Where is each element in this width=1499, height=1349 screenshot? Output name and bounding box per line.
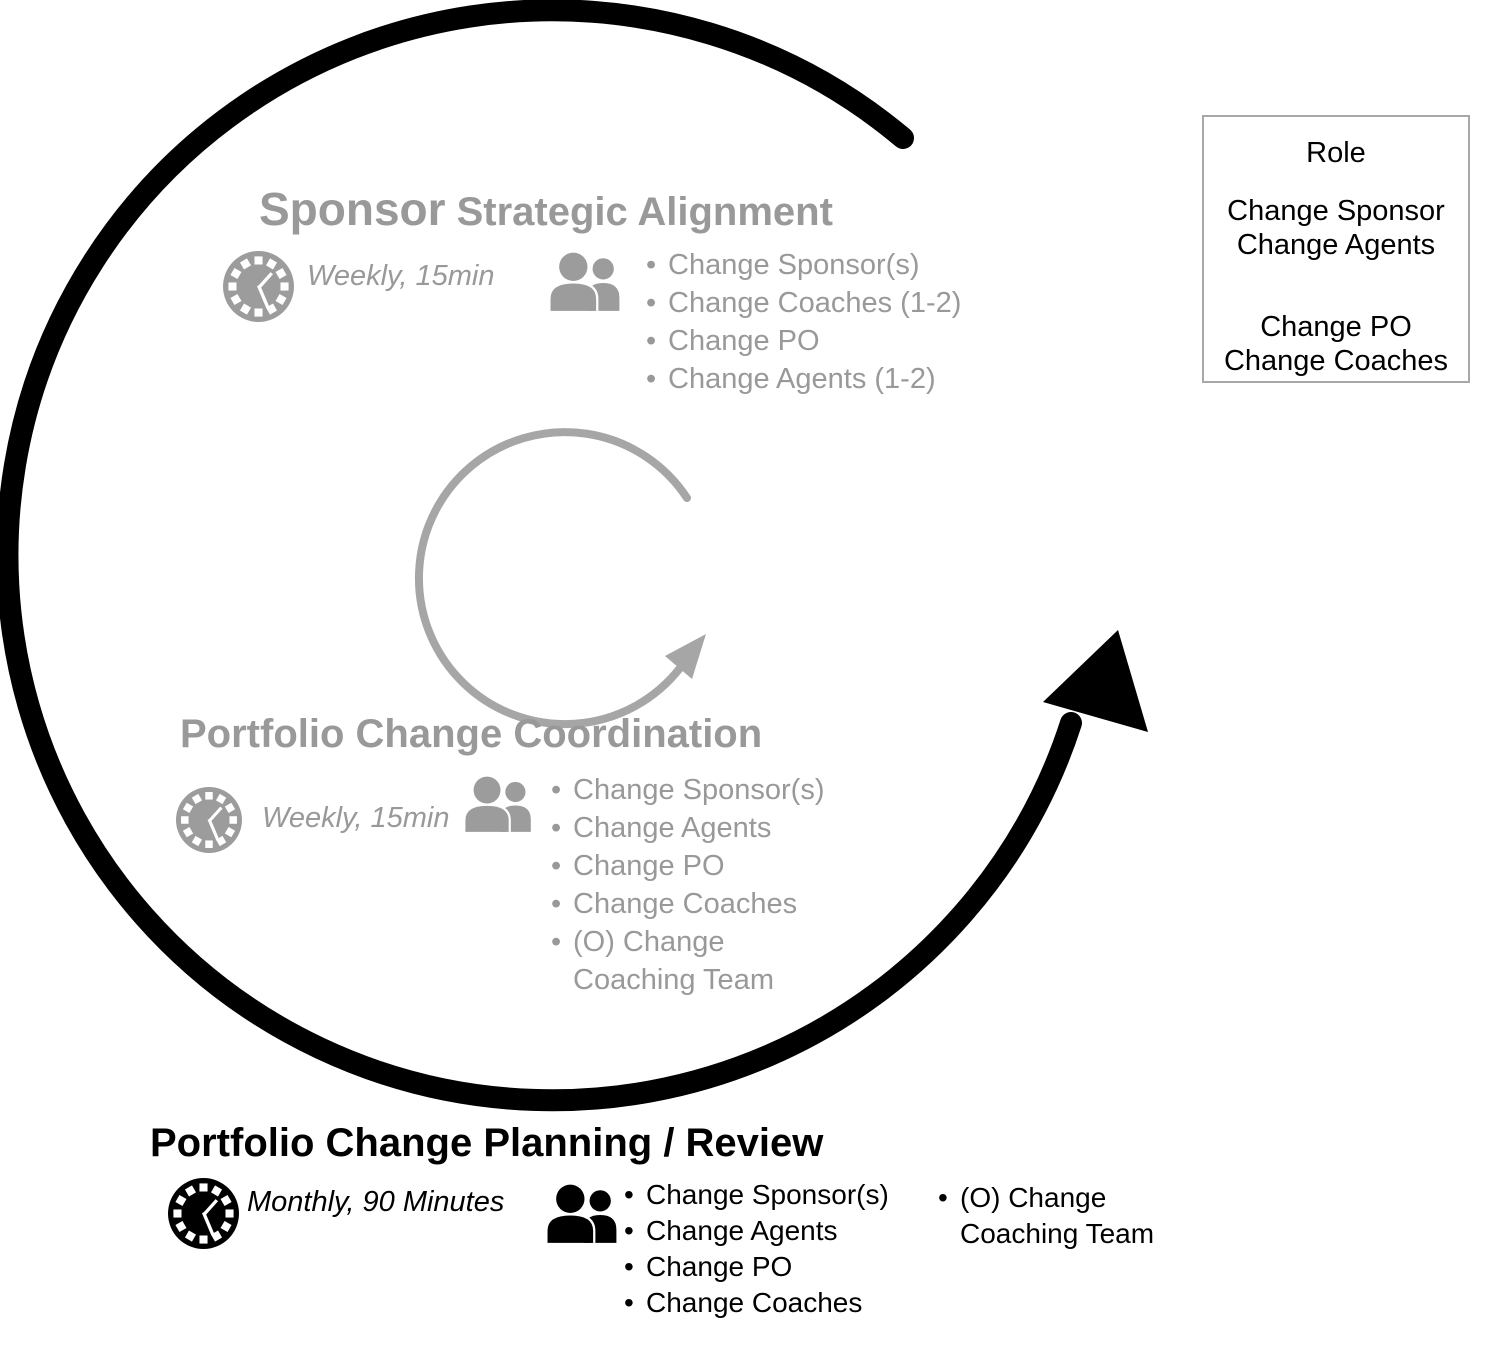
role-name: Change Sponsor [1227, 195, 1445, 227]
meeting-title [259, 184, 833, 235]
role-name: Change PO [1260, 311, 1412, 343]
attendee-item: • Change PO [644, 322, 1004, 360]
cadence-label: Monthly, 90 Minutes [247, 1186, 505, 1218]
attendee-item: • Change Sponsor(s) [622, 1177, 942, 1213]
attendee-item: • Change PO [622, 1249, 942, 1285]
role-group [1204, 194, 1468, 262]
clock-icon [223, 251, 294, 322]
role-name: Change Coaches [1223, 345, 1449, 377]
role-box [1202, 115, 1470, 383]
attendee-list [622, 1177, 942, 1321]
cadence-label: Weekly, 15min [262, 802, 450, 834]
people-group-icon [548, 252, 627, 311]
attendee-item: • Change Agents (1-2) [644, 360, 1004, 398]
attendee-item: • (O) Change Coaching Team [549, 923, 781, 999]
attendee-item: • Change Agents [622, 1213, 942, 1249]
attendee-item: • Change Agents [549, 809, 909, 847]
role-group [1204, 310, 1468, 378]
meeting-title-rest: Strategic Alignment [456, 190, 833, 234]
attendee-item: • Change Coaches [549, 885, 909, 923]
inner-arrowhead-icon [665, 634, 706, 679]
attendee-item: • (O) Change Coaching Team [936, 1180, 1228, 1252]
role-box-title: Role [1306, 137, 1366, 169]
clock-icon [168, 1178, 239, 1249]
meeting-title-emphasis: Sponsor [259, 183, 446, 235]
outer-arrowhead-icon [1043, 630, 1148, 732]
meeting-title: Portfolio Change Planning / Review [150, 1121, 824, 1165]
attendee-item: • Change Coaches (1-2) [644, 284, 1004, 322]
people-group-icon [463, 776, 538, 832]
clock-icon [176, 787, 242, 853]
cadence-label: Weekly, 15min [307, 260, 495, 292]
attendee-item: • Change Coaches [622, 1285, 942, 1321]
attendee-item: • Change Sponsor(s) [644, 246, 1004, 284]
people-group-icon [545, 1184, 624, 1243]
attendee-item: • Change PO [549, 847, 909, 885]
attendee-list [549, 771, 909, 999]
attendee-list-optional [936, 1180, 1246, 1252]
attendee-item: • Change Sponsor(s) [549, 771, 909, 809]
inner-cycle-arrow [419, 432, 706, 724]
role-name: Change Agents [1236, 229, 1436, 261]
meeting-title: Portfolio Change Coordination [180, 712, 763, 756]
attendee-list [644, 246, 1004, 398]
